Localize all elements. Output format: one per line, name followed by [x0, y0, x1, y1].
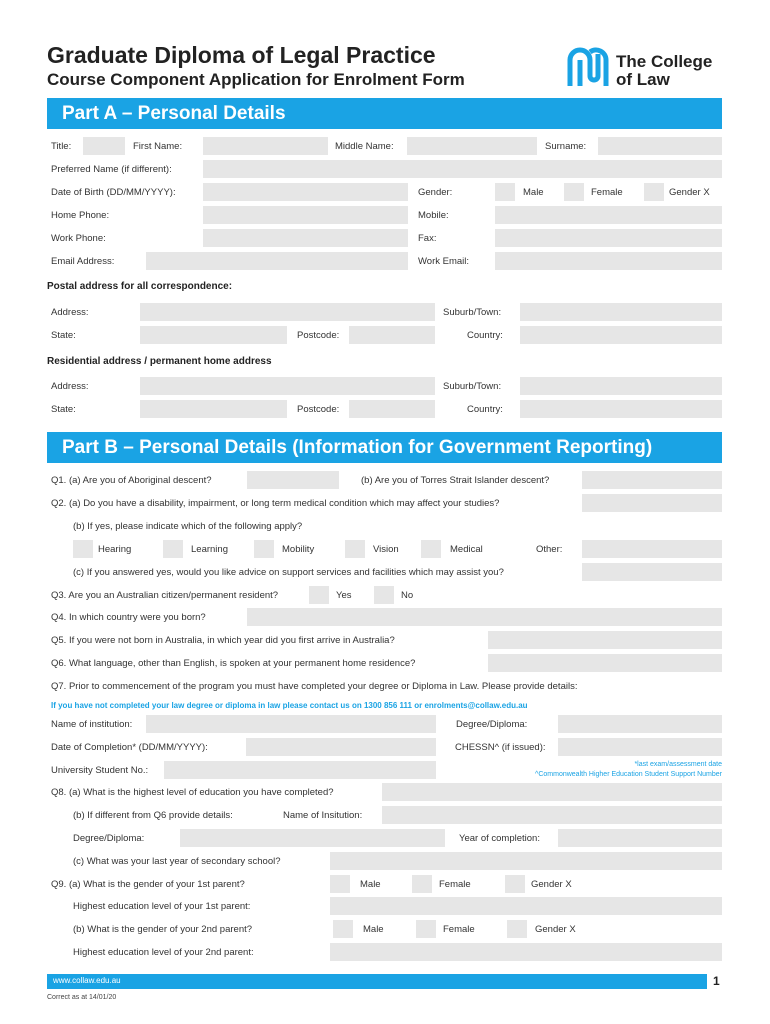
res-address-label: Address:: [51, 381, 89, 392]
highest1-field[interactable]: [330, 897, 722, 915]
res-address-field[interactable]: [140, 377, 435, 395]
q2c-field[interactable]: [582, 563, 722, 581]
q3-label: Q3. Are you an Australian citizen/permanent resident?: [51, 590, 279, 601]
q4-field[interactable]: [247, 608, 722, 626]
work-phone-field[interactable]: [203, 229, 408, 247]
q8c-field[interactable]: [330, 852, 722, 870]
year-completion-label: Year of completion:: [459, 833, 540, 844]
q9b-label: (b) What is the gender of your 2nd parent?: [73, 924, 253, 935]
footer-bar: [47, 974, 707, 989]
vision-checkbox[interactable]: [345, 540, 365, 558]
highest2-field[interactable]: [330, 943, 722, 961]
q3-yes-checkbox[interactable]: [309, 586, 329, 604]
form-title: Graduate Diploma of Legal Practice: [47, 42, 436, 68]
college-logo: [566, 46, 726, 90]
mobile-field[interactable]: [495, 206, 722, 224]
gender-male-label: Male: [523, 187, 544, 198]
degree-field[interactable]: [558, 715, 722, 733]
q9a-label: Q9. (a) What is the gender of your 1st parent?: [51, 879, 245, 890]
title-field[interactable]: [83, 137, 125, 155]
learning-checkbox[interactable]: [163, 540, 183, 558]
postal-country-field[interactable]: [520, 326, 722, 344]
q2a-field[interactable]: [582, 494, 722, 512]
q2b-label: (b) If yes, please indicate which of the following apply?: [73, 521, 303, 532]
student-no-field[interactable]: [164, 761, 436, 779]
fax-label: Fax:: [418, 233, 437, 244]
home-phone-field[interactable]: [203, 206, 408, 224]
postal-address-label: Address:: [51, 307, 89, 318]
preferred-name-field[interactable]: [203, 160, 722, 178]
work-email-label: Work Email:: [418, 256, 470, 267]
other-label: Other:: [536, 544, 563, 555]
postal-address-field[interactable]: [140, 303, 435, 321]
parent1-gender-x-checkbox[interactable]: [505, 875, 525, 893]
postal-postcode-label: Postcode:: [297, 330, 340, 341]
parent2-male-label: Male: [363, 924, 384, 935]
res-country-field[interactable]: [520, 400, 722, 418]
postal-address-heading: Postal address for all correspondence:: [47, 281, 233, 292]
q1a-label: Q1. (a) Are you of Aboriginal descent?: [51, 475, 212, 486]
year-completion-field[interactable]: [558, 829, 722, 847]
gender-x-label: Gender X: [669, 187, 710, 198]
res-state-label: State:: [51, 404, 76, 415]
parent1-male-checkbox[interactable]: [330, 875, 350, 893]
q2c-label: (c) If you answered yes, would you like advice on support services and facilities which may assist you?: [73, 567, 504, 578]
dob-field[interactable]: [203, 183, 408, 201]
part-b-heading: Part B – Personal Details (Information for Government Reporting): [47, 432, 722, 463]
q6-field[interactable]: [488, 654, 722, 672]
postal-country-label: Country:: [467, 330, 503, 341]
parent2-male-checkbox[interactable]: [333, 920, 353, 938]
q5-field[interactable]: [488, 631, 722, 649]
surname-field[interactable]: [598, 137, 722, 155]
gender-label: Gender:: [418, 187, 453, 198]
logo-text-1: The College: [616, 52, 713, 71]
mobility-label: Mobility: [282, 544, 315, 555]
preferred-name-label: Preferred Name (if different):: [51, 164, 172, 175]
res-state-field[interactable]: [140, 400, 287, 418]
q6-label: Q6. What language, other than English, is spoken at your permanent home residence?: [51, 658, 416, 669]
mobile-label: Mobile:: [418, 210, 449, 221]
gender-female-checkbox[interactable]: [564, 183, 584, 201]
res-postcode-label: Postcode:: [297, 404, 340, 415]
res-country-label: Country:: [467, 404, 503, 415]
institution-label: Name of institution:: [51, 719, 133, 730]
chessn-label: CHESSN^ (if issued):: [455, 742, 546, 753]
gender-female-label: Female: [591, 187, 623, 198]
q3-no-label: No: [401, 590, 414, 601]
res-suburb-field[interactable]: [520, 377, 722, 395]
middle-name-label: Middle Name:: [335, 141, 394, 152]
hearing-checkbox[interactable]: [73, 540, 93, 558]
parent2-gender-x-checkbox[interactable]: [507, 920, 527, 938]
parent1-male-label: Male: [360, 879, 381, 890]
postal-postcode-field[interactable]: [349, 326, 435, 344]
college-logo-icon: [566, 46, 610, 90]
email-field[interactable]: [146, 252, 408, 270]
correct-as-at: Correct as at 14/01/20: [47, 994, 117, 1001]
vision-label: Vision: [373, 544, 399, 555]
res-suburb-label: Suburb/Town:: [443, 381, 502, 392]
gender-x-checkbox[interactable]: [644, 183, 664, 201]
parent2-female-checkbox[interactable]: [416, 920, 436, 938]
page-number: 1: [713, 974, 720, 988]
highest1-label: Highest education level of your 1st parent:: [73, 901, 251, 912]
degree2-label: Degree/Diploma:: [73, 833, 145, 844]
q2a-label: Q2. (a) Do you have a disability, impairment, or long term medical condition which may affect your studies?: [51, 498, 500, 509]
footnote-last-exam: *last exam/assessment date: [634, 761, 722, 768]
surname-label: Surname:: [545, 141, 587, 152]
q8b-institution-field[interactable]: [382, 806, 722, 824]
q8a-field[interactable]: [382, 783, 722, 801]
footnote-chessn: ^Commonwealth Higher Education Student Support Number: [535, 771, 722, 778]
residential-address-heading: Residential address / permanent home address: [47, 356, 272, 367]
q3-no-checkbox[interactable]: [374, 586, 394, 604]
res-postcode-field[interactable]: [349, 400, 435, 418]
dob-label: Date of Birth (DD/MM/YYYY):: [51, 187, 176, 198]
institution-field[interactable]: [146, 715, 436, 733]
q8c-label: (c) What was your last year of secondary school?: [73, 856, 281, 867]
parent1-female-checkbox[interactable]: [412, 875, 432, 893]
email-label: Email Address:: [51, 256, 115, 267]
q1b-label: (b) Are you of Torres Strait Islander descent?: [361, 475, 550, 486]
q8b-degree-field[interactable]: [180, 829, 445, 847]
highest2-label: Highest education level of your 2nd parent:: [73, 947, 254, 958]
first-name-field[interactable]: [203, 137, 328, 155]
title-label: Title:: [51, 141, 72, 152]
work-phone-label: Work Phone:: [51, 233, 106, 244]
postal-state-field[interactable]: [140, 326, 287, 344]
footer-url[interactable]: www.collaw.edu.au: [53, 976, 121, 985]
completion-label: Date of Completion* (DD/MM/YYYY):: [51, 742, 208, 753]
hearing-label: Hearing: [98, 544, 132, 555]
q7-label: Q7. Prior to commencement of the program you must have completed your degree or Diploma in Law. Please provide details:: [51, 681, 578, 692]
logo-text-2: of Law: [616, 70, 670, 89]
q1a-field[interactable]: [247, 471, 339, 489]
q3-yes-label: Yes: [336, 590, 352, 601]
q8a-label: Q8. (a) What is the highest level of education you have completed?: [51, 787, 334, 798]
name-institution-label: Name of Insitution:: [283, 810, 363, 821]
gender-male-checkbox[interactable]: [495, 183, 515, 201]
q8b-label: (b) If different from Q6 provide details:: [73, 810, 233, 821]
middle-name-field[interactable]: [407, 137, 537, 155]
mobility-checkbox[interactable]: [254, 540, 274, 558]
postal-suburb-field[interactable]: [520, 303, 722, 321]
home-phone-label: Home Phone:: [51, 210, 110, 221]
other-field[interactable]: [582, 540, 722, 558]
parent1-female-label: Female: [439, 879, 471, 890]
degree-label: Degree/Diploma:: [456, 719, 528, 730]
work-email-field[interactable]: [495, 252, 722, 270]
student-no-label: University Student No.:: [51, 765, 149, 776]
medical-checkbox[interactable]: [421, 540, 441, 558]
learning-label: Learning: [191, 544, 228, 555]
q5-label: Q5. If you were not born in Australia, in which year did you first arrive in Australia?: [51, 635, 395, 646]
first-name-label: First Name:: [133, 141, 183, 152]
q7-note: If you have not completed your law degree or diploma in law please contact us on 1300 856 111 or enrolments@collaw.edu.au: [51, 701, 528, 710]
chessn-field[interactable]: [558, 738, 722, 756]
parent1-gender-x-label: Gender X: [531, 879, 572, 890]
q4-label: Q4. In which country were you born?: [51, 612, 206, 623]
postal-suburb-label: Suburb/Town:: [443, 307, 502, 318]
fax-field[interactable]: [495, 229, 722, 247]
postal-state-label: State:: [51, 330, 76, 341]
parent2-female-label: Female: [443, 924, 475, 935]
form-subtitle: Course Component Application for Enrolment Form: [47, 70, 465, 89]
q1b-field[interactable]: [582, 471, 722, 489]
parent2-gender-x-label: Gender X: [535, 924, 576, 935]
completion-field[interactable]: [246, 738, 436, 756]
part-a-heading: Part A – Personal Details: [47, 98, 722, 129]
medical-label: Medical: [450, 544, 483, 555]
